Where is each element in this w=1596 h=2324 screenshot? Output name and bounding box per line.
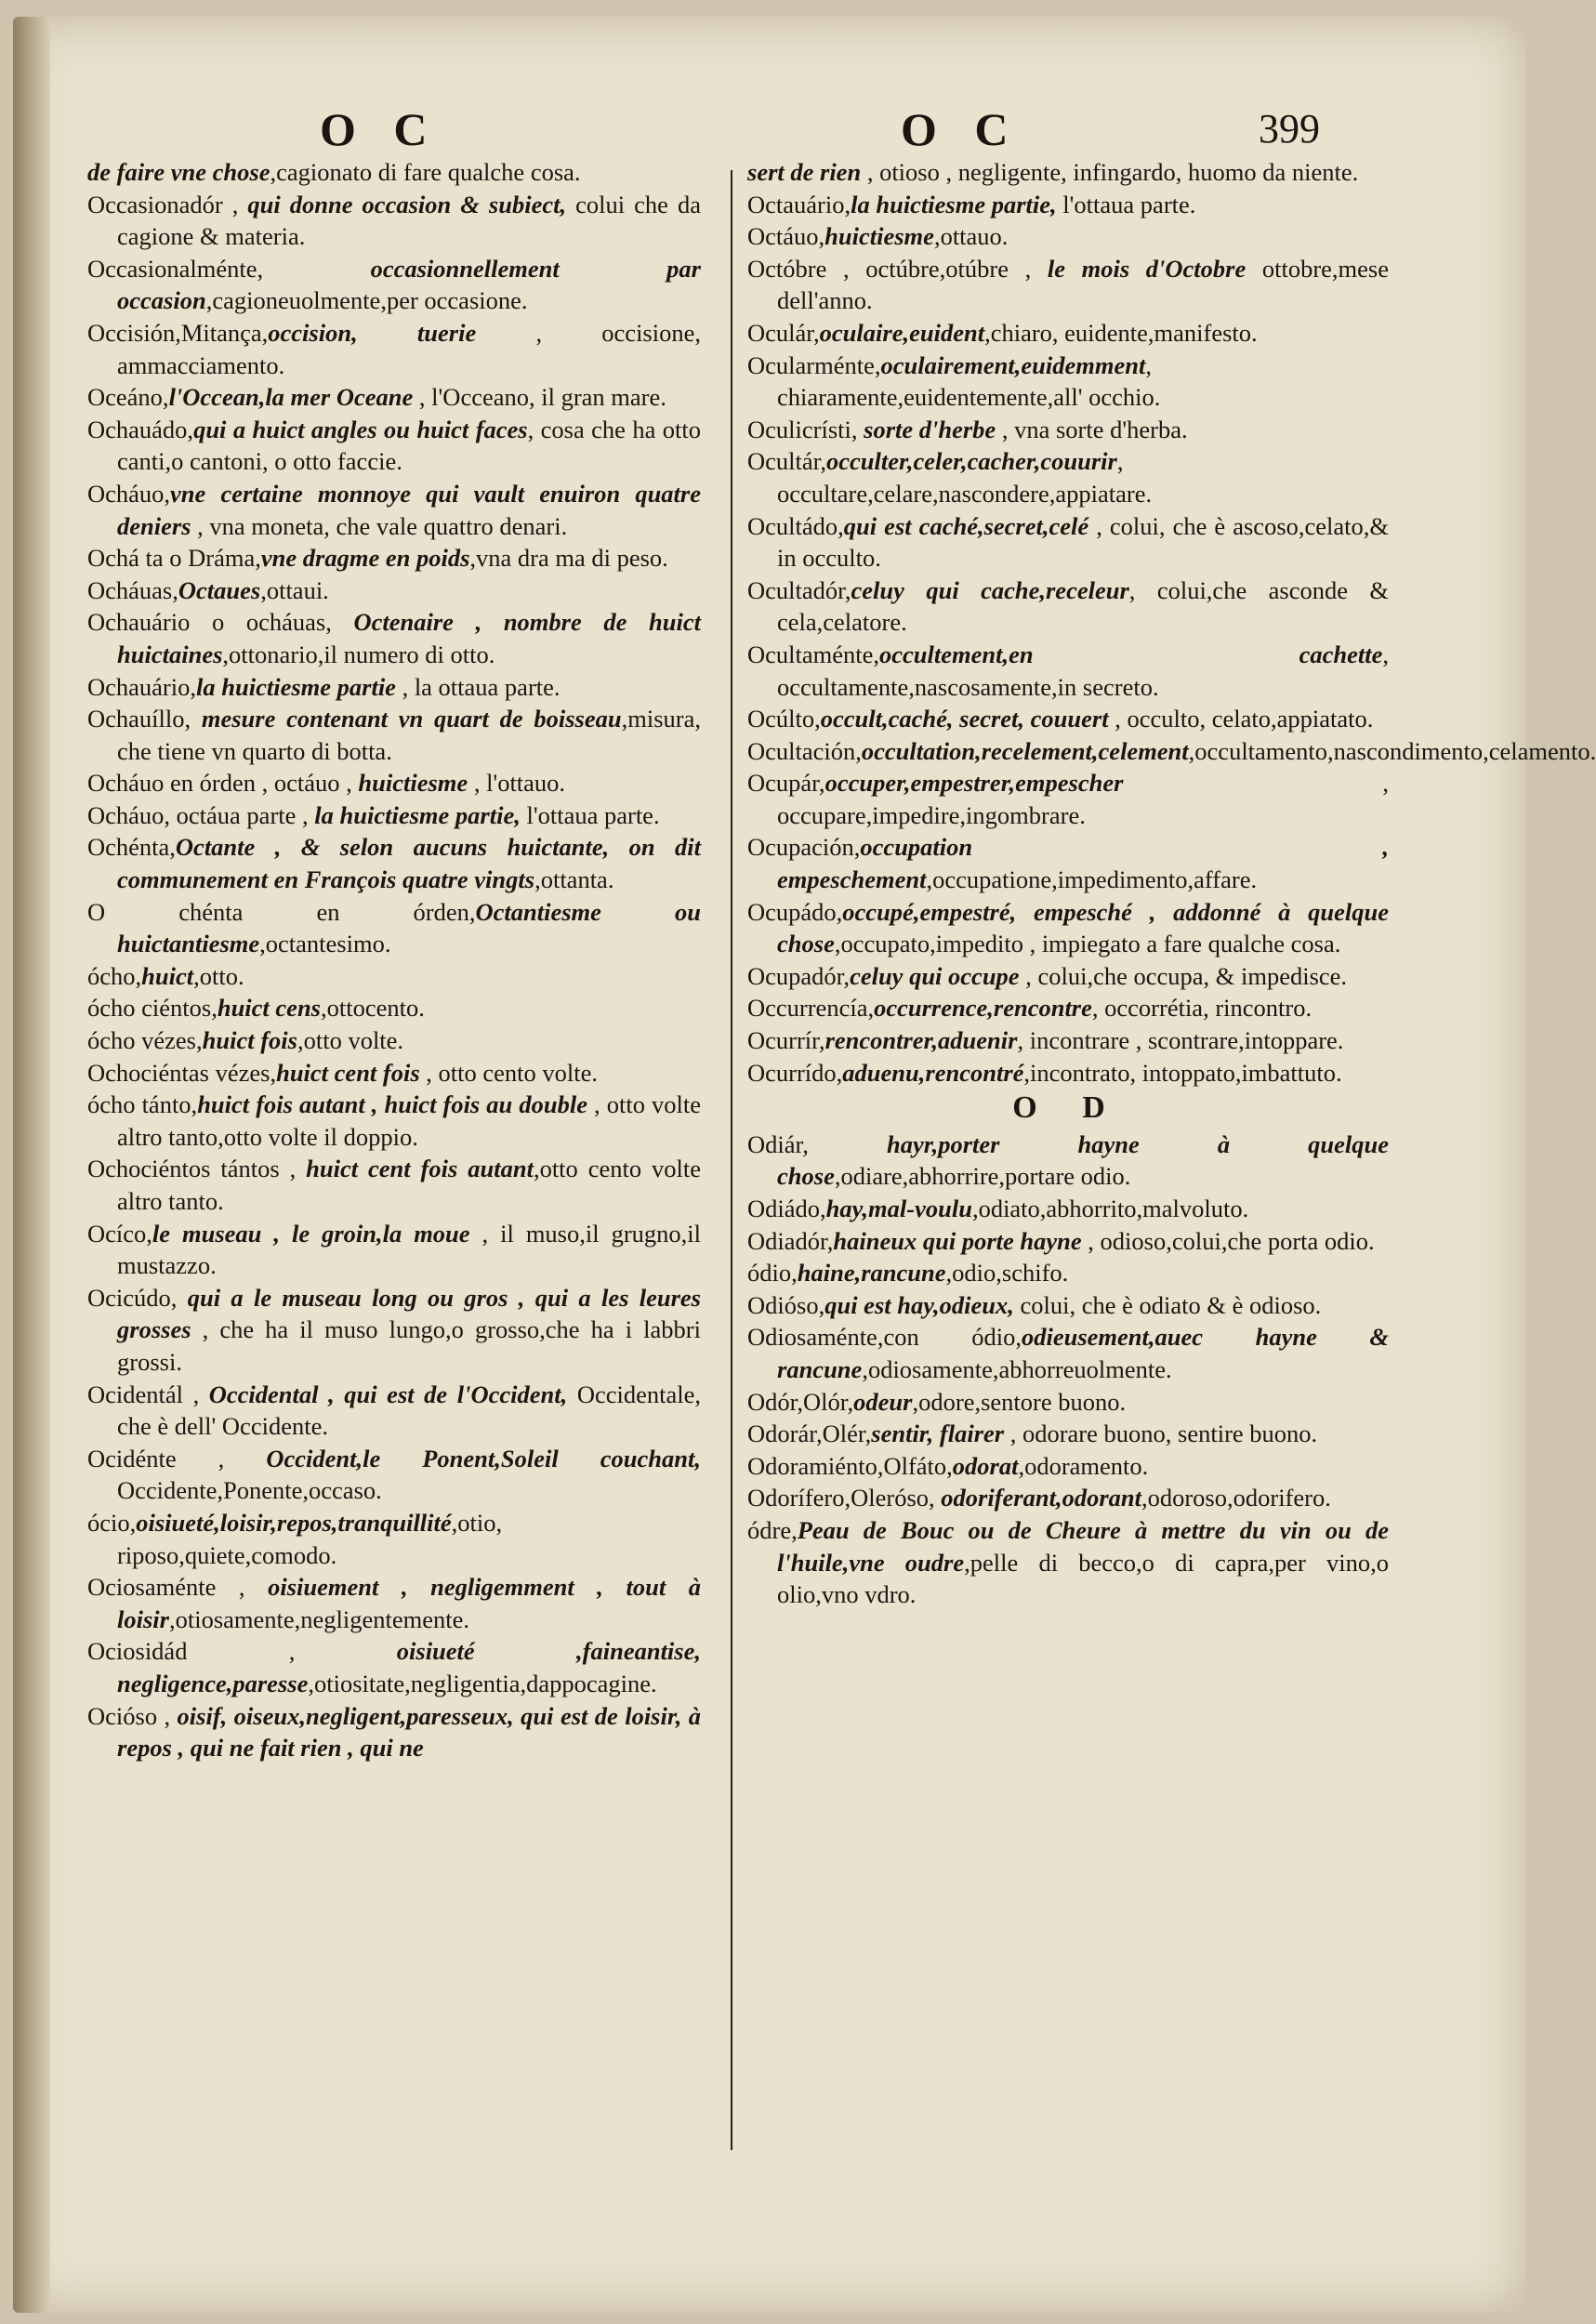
italian-gloss: ,misura, che tiene vn quarto di botta. xyxy=(117,705,701,765)
dictionary-entry xyxy=(747,189,1389,221)
page-number: 399 xyxy=(1259,106,1320,152)
french-gloss: huict xyxy=(141,961,194,990)
left-column xyxy=(87,156,701,1764)
dictionary-entry xyxy=(87,799,701,832)
dictionary-entry xyxy=(87,1282,701,1379)
french-gloss: le mois d'Octobre xyxy=(1047,254,1246,283)
italian-gloss: ,ottaui. xyxy=(260,575,329,604)
french-gloss: occult,caché, secret, couuert xyxy=(820,705,1109,733)
italian-gloss: , otto cento volte. xyxy=(419,1058,599,1087)
dictionary-entry xyxy=(747,1057,1389,1089)
headword: Odiár, xyxy=(747,1129,887,1158)
headword: Ocurrído, xyxy=(747,1058,843,1087)
french-gloss: Octaues xyxy=(178,575,261,604)
italian-gloss: , occupare,impedire,ingombrare. xyxy=(777,769,1389,829)
headword: Ocidénte , xyxy=(87,1444,267,1472)
binding-gutter xyxy=(13,17,50,2313)
dictionary-entry xyxy=(87,1507,701,1571)
italian-gloss: , la ottaua parte. xyxy=(395,672,561,701)
italian-gloss: ,otiosamente,negligentemente. xyxy=(168,1604,470,1633)
dictionary-entry xyxy=(87,1571,701,1635)
headword: Ocultación, xyxy=(747,736,862,765)
dictionary-entry xyxy=(747,510,1389,574)
french-gloss: Occident,le Ponent,Soleil couchant, xyxy=(266,1444,701,1472)
french-gloss: celuy qui cache,receleur xyxy=(851,575,1129,604)
italian-gloss: , occultare,celare,nascondere,appiatare. xyxy=(777,447,1153,508)
dictionary-entry xyxy=(747,960,1389,993)
french-gloss: vne certaine monnoye qui vault enuiron quatre deniers xyxy=(117,479,701,540)
french-gloss: hay,mal-voulu xyxy=(825,1195,972,1222)
headword: Ocupadór, xyxy=(747,961,851,990)
italian-gloss: ,otio, riposo,quiete,comodo. xyxy=(117,1508,503,1569)
italian-gloss: , occorrétia, rincontro. xyxy=(1091,994,1312,1023)
italian-gloss: ,incontrato, intoppato,imbattuto. xyxy=(1023,1058,1342,1087)
dictionary-entry xyxy=(87,1218,701,1282)
french-gloss: haine,rancune xyxy=(797,1259,946,1287)
headword: Ochauíllo, xyxy=(87,705,202,733)
headword: Odorár,Olér, xyxy=(747,1419,872,1448)
italian-gloss: , incontrare , scontrare,intoppare. xyxy=(1017,1026,1344,1055)
french-gloss: occuper,empestrer,empescher xyxy=(824,769,1124,798)
italian-gloss: , l'ottauo. xyxy=(468,769,566,798)
french-gloss: celuy qui occupe xyxy=(850,961,1020,990)
dictionary-entry xyxy=(747,317,1389,350)
french-gloss: oculaire,euident xyxy=(819,318,985,347)
headword: Ocularménte, xyxy=(747,350,881,379)
dictionary-entry xyxy=(87,1635,701,1699)
french-gloss: de faire vne chose xyxy=(87,158,270,186)
dictionary-entry xyxy=(747,1193,1389,1225)
dictionary-entry xyxy=(747,1482,1389,1514)
dictionary-entry xyxy=(87,478,701,542)
french-gloss: la huictiesme partie xyxy=(196,672,396,701)
french-gloss: vne dragme en poids xyxy=(260,544,470,573)
italian-gloss: ,ottauo. xyxy=(933,222,1009,251)
headword: Ociosaménte , xyxy=(87,1573,269,1602)
italian-gloss: , occulto, celato,appiatato. xyxy=(1108,705,1374,733)
headword: Occurrencía, xyxy=(747,994,875,1023)
italian-gloss: ,otto. xyxy=(193,961,244,990)
headword: Ocióso , xyxy=(87,1701,178,1730)
dictionary-entry xyxy=(747,350,1389,414)
dictionary-entry xyxy=(87,960,701,993)
italian-gloss: ,pelle di becco,o di capra,per vino,o olio,vno vdro. xyxy=(777,1548,1389,1609)
french-gloss: occupation , empeschement xyxy=(777,833,1389,894)
headword: ócho tánto, xyxy=(87,1090,198,1119)
headword: Odiosaménte,con ódio, xyxy=(747,1323,1022,1352)
french-gloss: mesure contenant vn quart de boisseau xyxy=(201,705,622,733)
italian-gloss: l'ottaua parte. xyxy=(1056,190,1196,218)
left-running-head: O C xyxy=(320,103,441,155)
italian-gloss: , il muso,il grugno,il mustazzo. xyxy=(117,1219,701,1280)
italian-gloss: ,ottocento. xyxy=(321,994,425,1023)
italian-gloss: Occidentale, che è dell' Occidente. xyxy=(117,1380,701,1441)
dictionary-entry xyxy=(87,1443,701,1507)
italian-gloss: ,odoroso,odorifero. xyxy=(1141,1484,1331,1512)
headword: ócho ciéntos, xyxy=(87,994,218,1023)
italian-gloss: , otto volte altro tanto,otto volte il doppio. xyxy=(117,1090,701,1151)
french-gloss: sorte d'herbe xyxy=(864,415,996,443)
headword: O chénta en órden, xyxy=(87,897,476,926)
headword: Ocháuo, xyxy=(87,479,171,508)
headword: ódio, xyxy=(747,1259,798,1287)
italian-gloss: ,otto cento volte altro tanto. xyxy=(117,1155,701,1215)
dictionary-entry xyxy=(87,381,701,414)
dictionary-entry xyxy=(747,574,1389,639)
italian-gloss: , colui,che occupa, & impedisce. xyxy=(1019,961,1348,990)
headword: Ocultaménte, xyxy=(747,640,880,668)
headword: ódre, xyxy=(747,1515,798,1544)
headword: ócio, xyxy=(87,1508,137,1537)
italian-gloss: ,octantesimo. xyxy=(259,930,391,958)
french-gloss: huictiesme xyxy=(358,769,468,798)
french-gloss: occulter,celer,cacher,couurir xyxy=(826,447,1117,476)
headword: Oceáno, xyxy=(87,383,169,412)
french-gloss: oculairement,euidemment xyxy=(880,350,1146,379)
headword: Ocháuo, octáua parte , xyxy=(87,800,315,829)
french-gloss: la huictiesme partie, xyxy=(314,800,521,829)
headword: Ocicúdo, xyxy=(87,1283,188,1312)
italian-gloss: ,otiositate,negligentia,dappocagine. xyxy=(308,1669,657,1697)
headword: Ocultadór, xyxy=(747,575,851,604)
right-column xyxy=(747,156,1596,1611)
dictionary-entry xyxy=(87,831,701,895)
headword: Ochauário, xyxy=(87,672,196,701)
french-gloss: odoriferant,odorant xyxy=(941,1484,1141,1512)
headword: Odióso, xyxy=(747,1290,825,1319)
dictionary-entry xyxy=(87,1024,701,1057)
dictionary-entry xyxy=(747,445,1389,509)
dictionary-entry xyxy=(747,1450,1389,1483)
italian-gloss: , vna moneta, che vale quattro denari. xyxy=(191,511,568,540)
italian-gloss: , che ha il muso lungo,o grosso,che ha i labbri grossi. xyxy=(117,1315,701,1376)
french-gloss: l'Occean,la mer Oceane xyxy=(168,383,414,412)
headword: Ocurrír, xyxy=(747,1026,825,1055)
french-gloss: odieusement,auec hayne & rancune xyxy=(777,1323,1389,1383)
italian-gloss: ,ottanta. xyxy=(534,865,614,894)
french-gloss: sentir, flairer xyxy=(871,1419,1005,1448)
italian-gloss: ,odiare,abhorrire,portare odio. xyxy=(834,1162,1131,1191)
dictionary-entry xyxy=(747,1386,1389,1419)
headword: Ocháuas, xyxy=(87,575,178,604)
headword: Occisión,Mitança, xyxy=(87,318,269,347)
headword: Oculár, xyxy=(747,318,820,347)
italian-gloss: ,chiaro, euidente,manifesto. xyxy=(984,318,1258,347)
headword: ócho vézes, xyxy=(87,1026,203,1055)
italian-gloss: ottobre,mese dell'anno. xyxy=(777,254,1389,315)
french-gloss: occision, tuerie xyxy=(268,318,477,347)
headword: Ochá ta o Dráma, xyxy=(87,544,261,573)
italian-gloss: ,cagionato di fare qualche cosa. xyxy=(270,158,581,186)
french-gloss: oisiueté ,faineantise, negligence,paresse xyxy=(117,1637,701,1697)
headword: Odorífero,Oleróso, xyxy=(747,1484,942,1512)
french-gloss: haineux qui porte hayne xyxy=(833,1226,1082,1255)
headword: Ocidentál , xyxy=(87,1380,209,1408)
french-gloss: qui a le museau long ou gros , qui a les leures grosses xyxy=(117,1283,701,1344)
italian-gloss: ,vna dra ma di peso. xyxy=(469,544,668,573)
italian-gloss: l'ottaua parte. xyxy=(520,800,660,829)
dictionary-entry xyxy=(87,414,701,478)
french-gloss: occupé,empestré, empesché , addonné à quelque chose xyxy=(777,897,1389,958)
italian-gloss: , cosa che ha otto canti,o cantoni, o otto faccie. xyxy=(117,415,701,476)
headword: Octáuo, xyxy=(747,222,825,251)
dictionary-entry xyxy=(747,1514,1389,1611)
dictionary-entry xyxy=(747,1289,1389,1322)
headword: Odoramiénto,Olfáto, xyxy=(747,1451,953,1480)
headword: Ocultádo, xyxy=(747,511,844,540)
headword: Occasionadór , xyxy=(87,190,248,218)
dictionary-entry xyxy=(87,317,701,381)
headword: Ociosidád , xyxy=(87,1637,397,1666)
french-gloss: occultement,en cachette xyxy=(879,640,1383,668)
french-gloss: sert de rien xyxy=(747,158,862,186)
italian-gloss: ,otto volte. xyxy=(297,1026,404,1055)
french-gloss: Peau de Bouc ou de Cheure à mettre du vin ou de l'huile,vne oudre xyxy=(777,1515,1389,1577)
headword: Ochénta, xyxy=(87,833,176,862)
dictionary-entry xyxy=(747,156,1389,189)
headword: Odór,Olór, xyxy=(747,1387,854,1416)
headword: Octóbre , octúbre,otúbre , xyxy=(747,254,1048,283)
dictionary-entry xyxy=(87,542,701,574)
headword: Odiádo, xyxy=(747,1195,826,1222)
dictionary-entry xyxy=(87,156,701,189)
dictionary-entry xyxy=(747,1321,1389,1385)
dictionary-entry xyxy=(87,1379,701,1443)
french-gloss: la huictiesme partie, xyxy=(851,190,1057,218)
headword: Ochauário o ocháuas, xyxy=(87,608,354,637)
italian-gloss: , chiaramente,euidentemente,all' occhio. xyxy=(777,350,1161,412)
italian-gloss: , occisione, ammacciamento. xyxy=(117,318,701,379)
headword: Ocupación, xyxy=(747,833,861,862)
right-running-head: O C xyxy=(901,103,1022,155)
italian-gloss: ,occultamento,nascondimento,celamento. xyxy=(1188,736,1596,765)
dictionary-entry xyxy=(87,606,701,670)
italian-gloss: ,odiato,abhorrito,malvoluto. xyxy=(971,1195,1249,1222)
italian-gloss: , occultamente,nascosamente,in secreto. xyxy=(777,640,1389,701)
dictionary-entry xyxy=(87,767,701,799)
dictionary-entry xyxy=(747,1129,1389,1193)
french-gloss: huict fois xyxy=(202,1026,297,1055)
dictionary-entry xyxy=(747,253,1389,317)
french-gloss: oisiuement , negligemment , tout à loisir xyxy=(117,1573,701,1633)
italian-gloss: colui che da cagione & materia. xyxy=(117,190,701,251)
french-gloss: huict cent fois xyxy=(276,1058,420,1087)
french-gloss: occasionnellement par occasion xyxy=(117,254,701,315)
dictionary-entry xyxy=(87,1057,701,1089)
french-gloss: Octante , & selon aucuns huictante, on dit communement en François quatre vingts xyxy=(117,833,701,894)
french-gloss: Octantiesme ou huictantiesme xyxy=(117,897,701,958)
dictionary-entry xyxy=(87,703,701,767)
headword: Ocúlto, xyxy=(747,705,821,733)
headword: Ochociéntos tántos , xyxy=(87,1155,307,1183)
french-gloss: odeur xyxy=(853,1387,913,1416)
italian-gloss: ,occupato,impedito , impiegato a fare qualche cosa. xyxy=(834,930,1341,958)
headword: ócho, xyxy=(87,961,142,990)
italian-gloss: ,ottonario,il numero di otto. xyxy=(222,640,495,668)
italian-gloss: , otioso , negligente, infingardo, huomo da niente. xyxy=(861,158,1359,186)
french-gloss: rencontrer,aduenir xyxy=(824,1026,1018,1055)
french-gloss: oisiueté,loisir,repos,tranquillité xyxy=(136,1508,452,1537)
french-gloss: qui est caché,secret,celé xyxy=(843,511,1089,540)
dictionary-entry xyxy=(87,896,701,960)
dictionary-entry xyxy=(747,767,1389,831)
italian-gloss: ,odio,schifo. xyxy=(945,1259,1069,1287)
italian-gloss: , vna sorte d'herba. xyxy=(996,415,1188,443)
french-gloss: odorat xyxy=(952,1451,1019,1480)
dictionary-entry xyxy=(747,831,1389,895)
headword: Ocultár, xyxy=(747,447,827,476)
headword: Ochauádo, xyxy=(87,415,194,443)
italian-gloss: colui, che è odiato & è odioso. xyxy=(1013,1290,1322,1319)
section-heading: O D xyxy=(1012,1090,1124,1126)
italian-gloss: ,occupatione,impedimento,affare. xyxy=(926,865,1258,894)
dictionary-entry xyxy=(87,992,701,1024)
french-gloss: occurrence,rencontre xyxy=(874,994,1092,1023)
french-gloss: aduenu,rencontré xyxy=(842,1058,1024,1087)
dictionary-entry xyxy=(747,639,1389,703)
dictionary-entry xyxy=(747,1024,1389,1057)
headword: Ocíco, xyxy=(87,1219,152,1248)
french-gloss: huict cent fois autant xyxy=(306,1155,534,1183)
dictionary-page xyxy=(13,17,1596,2313)
dictionary-entry xyxy=(87,1089,701,1153)
french-gloss: oisif, oiseux,negligent,paresseux, qui est de loisir, à repos , qui ne fait rien , qui ne xyxy=(117,1701,701,1763)
french-gloss: Octenaire , nombre de huict huictaines xyxy=(117,608,701,668)
headword: Odiadór, xyxy=(747,1226,834,1255)
italian-gloss: , colui, che è ascoso,celato,& in occulto. xyxy=(777,511,1390,573)
dictionary-entry xyxy=(87,1700,701,1764)
french-gloss: Occidental , qui est de l'Occident, xyxy=(208,1380,568,1408)
french-gloss: huictiesme xyxy=(824,222,934,251)
italian-gloss: , colui,che asconde & cela,celatore. xyxy=(777,575,1389,637)
french-gloss: qui a huict angles ou huict faces xyxy=(193,415,528,443)
column-divider xyxy=(731,170,732,2150)
french-gloss: qui est hay,odieux, xyxy=(824,1290,1014,1319)
headword: Ocháuo en órden , octáuo , xyxy=(87,769,359,798)
italian-gloss: Occidente,Ponente,occaso. xyxy=(117,1476,382,1505)
french-gloss: qui donne occasion & subiect, xyxy=(247,190,567,218)
french-gloss: huict fois autant , huict fois au double xyxy=(197,1090,587,1119)
italian-gloss: ,odore,sentore buono. xyxy=(912,1387,1127,1416)
dictionary-entry xyxy=(87,671,701,704)
italian-gloss: ,cagioneuolmente,per occasione. xyxy=(205,286,528,315)
dictionary-entry xyxy=(87,189,701,253)
headword: Octauário, xyxy=(747,190,851,218)
dictionary-entry xyxy=(747,1418,1389,1450)
dictionary-entry xyxy=(747,703,1389,735)
headword: Ocupár, xyxy=(747,769,825,798)
dictionary-entry xyxy=(747,896,1389,960)
french-gloss: le museau , le groin,la moue xyxy=(152,1219,470,1248)
italian-gloss: , odorare buono, sentire buono. xyxy=(1004,1419,1318,1448)
italian-gloss: , l'Occeano, il gran mare. xyxy=(413,383,666,412)
headword: Ocupádo, xyxy=(747,897,843,926)
headword: Ochociéntas vézes, xyxy=(87,1058,277,1087)
dictionary-entry xyxy=(747,414,1389,446)
dictionary-entry xyxy=(87,574,701,607)
dictionary-entry xyxy=(747,992,1389,1024)
dictionary-entry xyxy=(747,1257,1389,1289)
french-gloss: occultation,recelement,celement xyxy=(861,736,1189,765)
italian-gloss: ,odiosamente,abhorreuolmente. xyxy=(862,1354,1172,1383)
italian-gloss: ,odoramento. xyxy=(1018,1451,1149,1480)
dictionary-entry xyxy=(747,1225,1389,1258)
dictionary-entry xyxy=(87,1153,701,1217)
dictionary-entry xyxy=(87,253,701,317)
french-gloss: huict cens xyxy=(217,994,321,1023)
french-gloss: hayr,porter hayne à quelque chose xyxy=(777,1129,1389,1191)
italian-gloss: , odioso,colui,che porta odio. xyxy=(1081,1226,1375,1255)
headword: Oculicrísti, xyxy=(747,415,864,443)
dictionary-entry xyxy=(747,735,1596,768)
dictionary-entry xyxy=(747,220,1389,253)
headword: Occasionalménte, xyxy=(87,254,371,283)
